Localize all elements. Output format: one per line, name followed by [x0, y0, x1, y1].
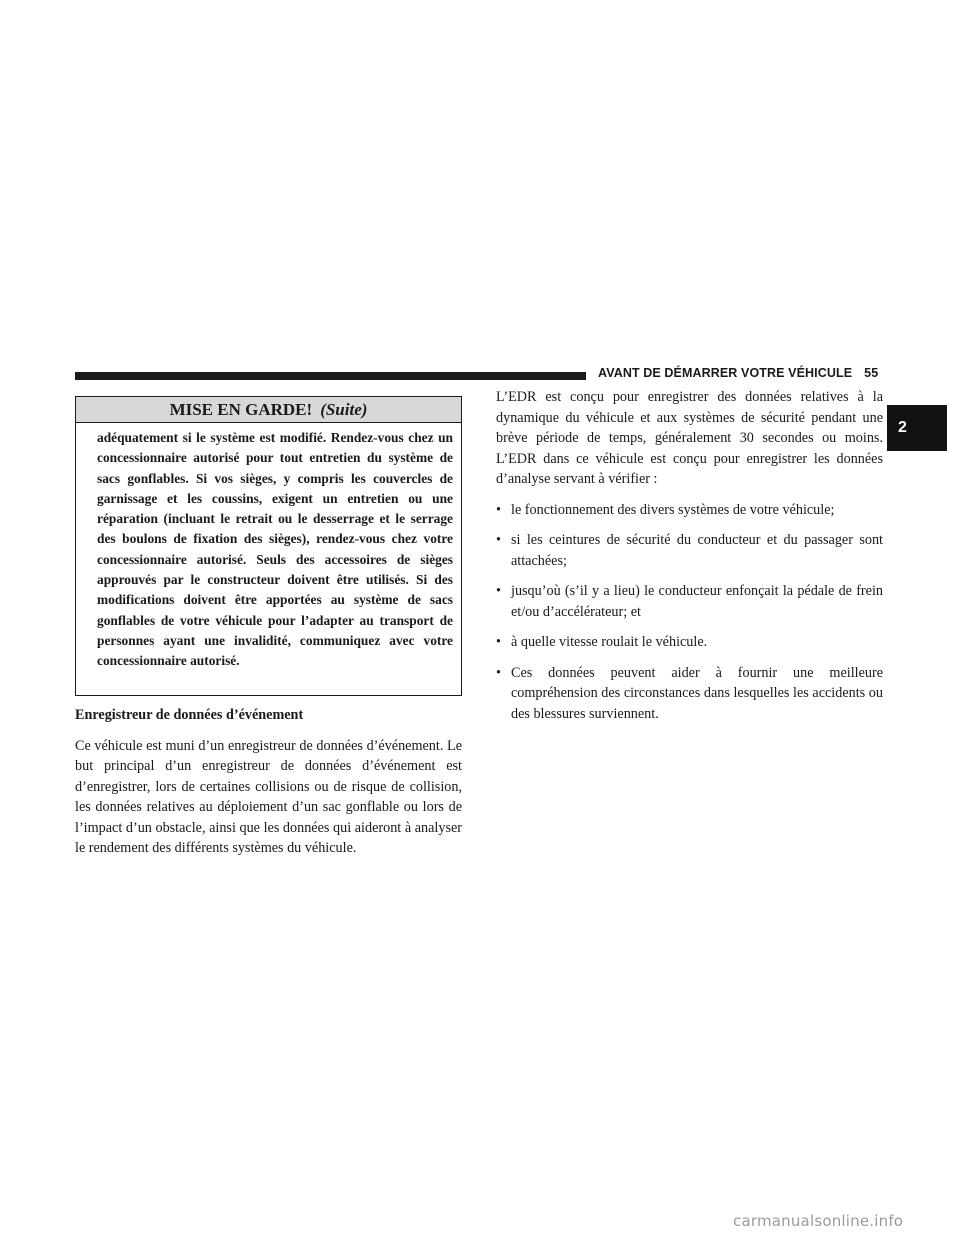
bullet-text: le fonctionnement des divers systèmes de votre véhicule;: [511, 501, 835, 518]
bullet-item: [496, 530, 883, 571]
page-number: 55: [864, 366, 879, 380]
bullet-item: [496, 581, 883, 622]
bullet-icon: •: [496, 634, 501, 650]
left-column: [75, 705, 462, 859]
bullet-list: [496, 500, 883, 725]
running-head: [598, 366, 883, 380]
warning-box: [75, 396, 462, 696]
bullet-icon: •: [496, 664, 501, 681]
chapter-tab: 2: [887, 405, 947, 451]
right-column: [496, 387, 883, 734]
bullet-text: si les ceintures de sécurité du conducteur et du passager sont attachées;: [511, 532, 883, 569]
bullet-item: [496, 500, 883, 521]
body-paragraph: Ce véhicule est muni d’un enregistreur de données d’événement. Le but principal d’un enregistreur de données d’événement est d’enregistrer, lors de certaines collisions ou de risque de collision, les données relatives au déploiement d’un sac gonflable ou lors de l’impact d’un obstacle, ainsi que les données qui aideront à analyser le rendement des différents systèmes du véhicule.: [75, 737, 462, 856]
section-heading: Enregistreur de données d’événement: [75, 707, 304, 723]
warning-title-suffix: (Suite): [320, 400, 368, 419]
intro-paragraph: L’EDR est conçu pour enregistrer des données relatives à la dynamique du véhicule et aux systèmes de sécurité pendant une brève période de temps, généralement 30 secondes ou moins. L’EDR dans ce véhicule est conçu pour enregistrer les données d’analyse servant à vérifier :: [496, 389, 883, 487]
bullet-icon: •: [496, 501, 501, 518]
header-rule: [75, 372, 586, 380]
bullet-item: [496, 632, 883, 653]
bullet-text: à quelle vitesse roulait le véhicule.: [511, 634, 708, 650]
bullet-text: jusqu’où (s’il y a lieu) le conducteur enfonçait la pédale de frein et/ou d’accélérateur; et: [511, 583, 883, 620]
warning-body: adéquatement si le système est modifié. Rendez-vous chez un concessionnaire autorisé pour tout entretien du système de sacs gonflables. Si vos sièges, y compris les couvercles de garnissage et les coussins, exigent un entretien ou une réparation (incluant le retrait ou le desserrage et le serrage des boulons de fixation des sièges), rendez-vous chez votre concessionnaire autorisé. Seuls des accessoires de sièges approuvés par le constructeur doivent être utilisés. Si des modifications doivent être apportées au système de sacs gonflables de votre véhicule pour l’adapter au transport de personnes ayant une invalidité, communiquez avec votre concessionnaire autorisé.: [97, 430, 453, 669]
bullet-text: Ces données peuvent aider à fournir une meilleure compréhension des circonstances dans lesquelles les accidents ou des blessures surviennent.: [511, 664, 883, 722]
bullet-icon: •: [496, 532, 501, 548]
warning-title: MISE EN GARDE!: [169, 400, 313, 419]
bullet-icon: •: [496, 583, 501, 599]
watermark: carmanualsonline.info: [733, 1212, 904, 1230]
bullet-item: [496, 663, 883, 725]
running-head-title: AVANT DE DÉMARRER VOTRE VÉHICULE: [598, 366, 853, 380]
warning-header: [76, 397, 461, 423]
